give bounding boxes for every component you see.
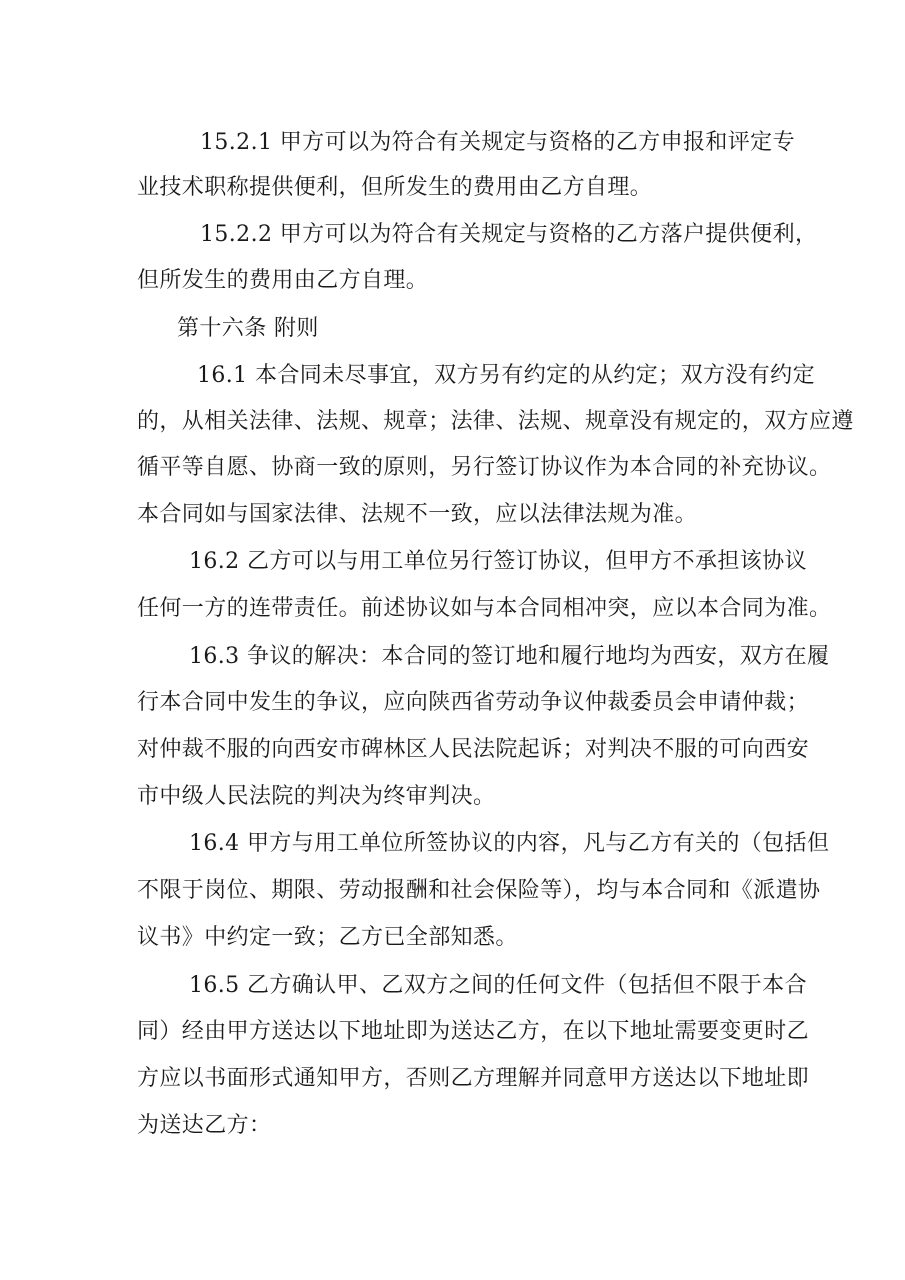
- clause-16-1-line-3: 循平等自愿、协商一致的原则，另行签订协议作为本合同的补充协议。: [137, 455, 832, 480]
- clause-16-3-line-3: 对仲裁不服的向西安市碑林区人民法院起诉；对判决不服的可向西安: [137, 737, 810, 762]
- clause-16-1-line-4: 本合同如与国家法律、法规不一致，应以法律法规为准。: [137, 502, 698, 527]
- clause-15-2-1-line-1: 15.2.1 甲方可以为符合有关规定与资格的乙方申报和评定专: [200, 130, 795, 155]
- clause-15-2-1-line-2: 业技术职称提供便利，但所发生的费用由乙方自理。: [137, 175, 653, 200]
- clause-16-4-line-2: 不限于岗位、期限、劳动报酬和社会保险等），均与本合同和《派遣协: [137, 878, 821, 903]
- clause-16-5-line-2: 同）经由甲方送达以下地址即为送达乙方，在以下地址需要变更时乙: [137, 1019, 810, 1044]
- clause-16-1-line-1: 16.1 本合同未尽事宜，双方另有约定的从约定；双方没有约定: [197, 363, 815, 388]
- article-16-heading: 第十六条 附则: [177, 316, 319, 341]
- clause-16-5-line-3: 方应以书面形式通知甲方，否则乙方理解并同意甲方送达以下地址即: [137, 1066, 810, 1091]
- clause-16-1-line-2: 的，从相关法律、法规、规章；法律、法规、规章没有规定的，双方应遵: [137, 409, 854, 434]
- clause-16-4-line-1: 16.4 甲方与用工单位所签协议的内容，凡与乙方有关的（包括但: [189, 831, 830, 856]
- clause-16-3-line-2: 行本合同中发生的争议，应向陕西省劳动争议仲裁委员会申请仲裁；: [137, 690, 810, 715]
- clause-16-5-line-1: 16.5 乙方确认甲、乙双方之间的任何文件（包括但不限于本合: [189, 973, 807, 998]
- clause-16-5-line-4: 为送达乙方：: [137, 1113, 272, 1138]
- clause-16-4-line-3: 议书》中约定一致；乙方已全部知悉。: [137, 925, 518, 950]
- clause-15-2-2-line-1: 15.2.2 甲方可以为符合有关规定与资格的乙方落户提供便利，: [200, 222, 818, 247]
- clause-16-2-line-2: 任何一方的连带责任。前述协议如与本合同相冲突，应以本合同为准。: [137, 596, 832, 621]
- clause-16-3-line-4: 市中级人民法院的判决为终审判决。: [137, 784, 496, 809]
- clause-15-2-2-line-2: 但所发生的费用由乙方自理。: [137, 268, 429, 293]
- clause-16-3-line-1: 16.3 争议的解决：本合同的签订地和履行地均为西安，双方在履: [189, 644, 830, 669]
- clause-16-2-line-1: 16.2 乙方可以与用工单位另行签订协议，但甲方不承担该协议: [189, 549, 807, 574]
